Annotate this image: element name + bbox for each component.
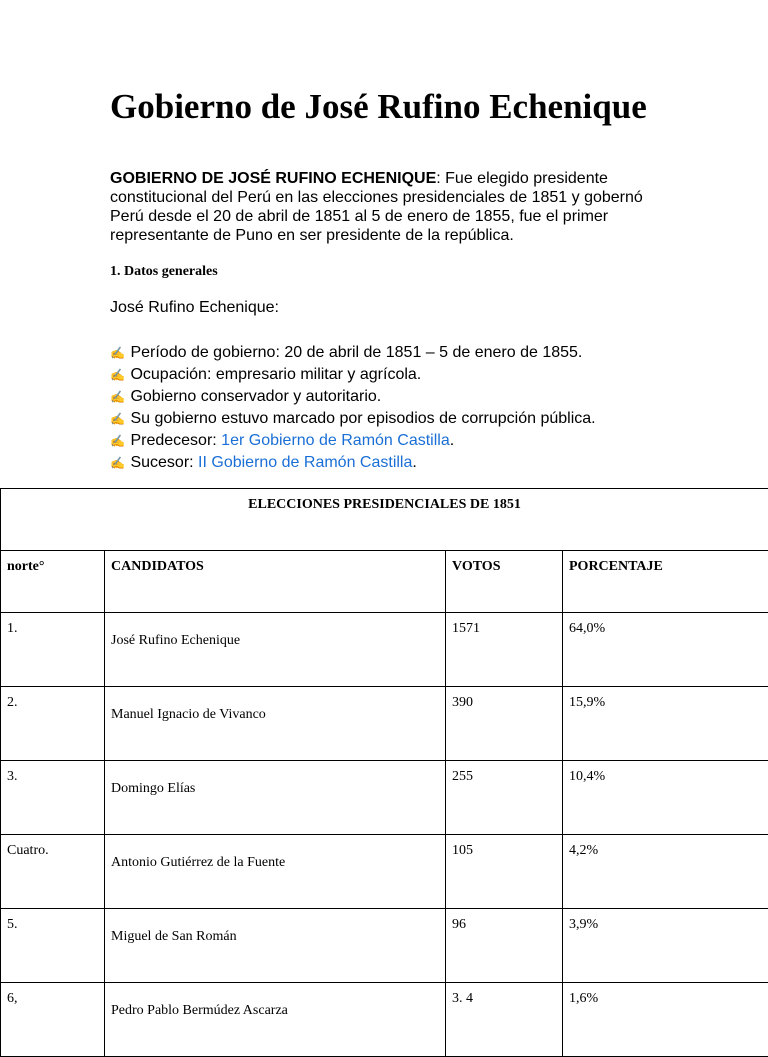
period-mark: . <box>412 454 416 471</box>
predecessor-label: Predecesor: <box>130 432 221 449</box>
intro-paragraph <box>110 169 670 245</box>
bullet-occupation: Ocupación: empresario militar y agrícola. <box>130 366 421 383</box>
bullet-government: Gobierno conservador y autoritario. <box>130 388 381 405</box>
page-title: Gobierno de José Rufino Echenique <box>110 86 750 127</box>
vote-percentage: 4,2% <box>563 835 768 909</box>
column-header-percentage: PORCENTAJE <box>563 551 768 613</box>
row-number: 5. <box>1 909 105 983</box>
candidate-name: Manuel Ignacio de Vivanco <box>105 687 446 761</box>
table-row <box>1 613 768 687</box>
writing-hand-icon: ✍ <box>110 387 126 408</box>
writing-hand-icon: ✍ <box>110 409 126 430</box>
table-caption-row <box>1 489 768 551</box>
bullet-period: Período de gobierno: 20 de abril de 1851 – 5 de enero de 1855. <box>130 344 582 361</box>
candidate-name: José Rufino Echenique <box>105 613 446 687</box>
writing-hand-icon: ✍ <box>110 365 126 386</box>
vote-percentage: 3,9% <box>563 909 768 983</box>
predecessor-link[interactable]: 1er Gobierno de Ramón Castilla <box>221 432 450 449</box>
candidate-name: Antonio Gutiérrez de la Fuente <box>105 835 446 909</box>
writing-hand-icon: ✍ <box>110 431 126 452</box>
period-mark: . <box>450 432 454 449</box>
intro-lead: GOBIERNO DE JOSÉ RUFINO ECHENIQUE <box>110 170 436 187</box>
successor-link[interactable]: II Gobierno de Ramón Castilla <box>198 454 412 471</box>
candidate-name: Domingo Elías <box>105 761 446 835</box>
table-row <box>1 761 768 835</box>
table-caption: ELECCIONES PRESIDENCIALES DE 1851 <box>1 489 768 551</box>
table-header-row <box>1 551 768 613</box>
list-item <box>110 342 596 364</box>
writing-hand-icon: ✍ <box>110 453 126 474</box>
list-item <box>110 364 596 386</box>
bullet-list <box>110 342 596 474</box>
successor-label: Sucesor: <box>130 454 198 471</box>
intro-text: : Fue elegido presidente constitucional del Perú en las elecciones presidenciales de 1851 y gobernó Perú desde el 20 de abril de 1851 al 5 de enero de 1855, fue el primer representante de Puno en ser presidente de la república. <box>110 170 643 244</box>
table-row <box>1 835 768 909</box>
list-item <box>110 386 596 408</box>
column-header-number: norte° <box>1 551 105 613</box>
row-number: 3. <box>1 761 105 835</box>
writing-hand-icon: ✍ <box>110 343 126 364</box>
list-item <box>110 452 596 474</box>
vote-percentage: 15,9% <box>563 687 768 761</box>
list-item <box>110 408 596 430</box>
candidate-name: Miguel de San Román <box>105 909 446 983</box>
vote-count: 96 <box>446 909 563 983</box>
elections-table <box>0 488 768 1057</box>
table-row <box>1 909 768 983</box>
vote-count: 1571 <box>446 613 563 687</box>
table-row <box>1 983 768 1057</box>
vote-count: 255 <box>446 761 563 835</box>
candidate-name: Pedro Pablo Bermúdez Ascarza <box>105 983 446 1057</box>
vote-count: 3. 4 <box>446 983 563 1057</box>
list-item <box>110 430 596 452</box>
vote-count: 390 <box>446 687 563 761</box>
vote-percentage: 1,6% <box>563 983 768 1057</box>
column-header-candidates: CANDIDATOS <box>105 551 446 613</box>
vote-count: 105 <box>446 835 563 909</box>
table-row <box>1 687 768 761</box>
row-number: Cuatro. <box>1 835 105 909</box>
vote-percentage: 64,0% <box>563 613 768 687</box>
bullet-corruption: Su gobierno estuvo marcado por episodios de corrupción pública. <box>130 410 595 427</box>
section-heading: 1. Datos generales <box>110 264 218 280</box>
subject-label: José Rufino Echenique: <box>110 299 279 317</box>
row-number: 2. <box>1 687 105 761</box>
row-number: 6, <box>1 983 105 1057</box>
row-number: 1. <box>1 613 105 687</box>
vote-percentage: 10,4% <box>563 761 768 835</box>
column-header-votes: VOTOS <box>446 551 563 613</box>
